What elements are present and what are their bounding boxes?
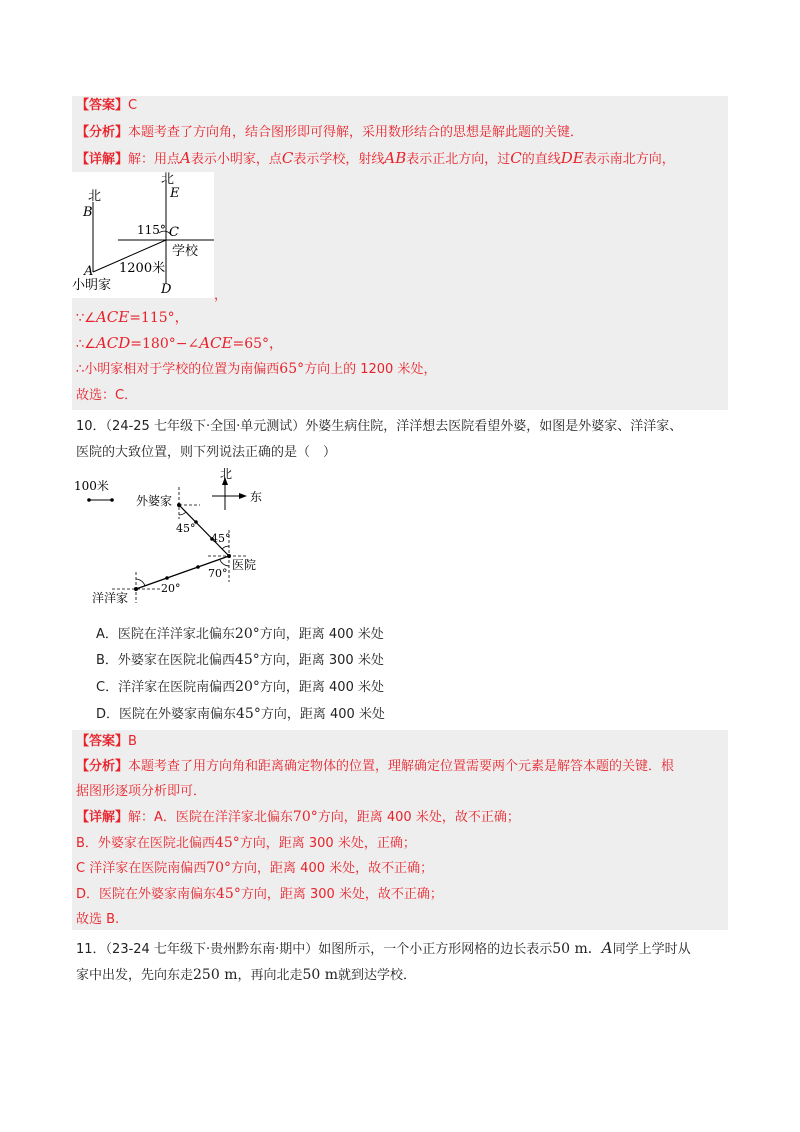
q9-distance-label: 1200米 [119,261,166,276]
q11-stem-line-2: 家中出发，先向东走250 m，再向北走50 m就到达学校． [76,967,417,983]
q10-path-dot [196,565,200,569]
q9-label-a: A [84,264,94,279]
q9-label-e: E [170,186,180,201]
q9-diagram [72,172,214,298]
q9-step-1: ∵∠ACE=115°， [76,308,189,326]
q10-north-label: 北 [220,467,233,481]
q10-conclusion: 故选 B. [76,912,120,927]
q10-hospital-point [227,554,231,558]
q10-grandma-label: 外婆家 [136,494,173,508]
q10-detail-c: C 洋洋家在医院南偏西70°方向，距离 400 米处，故不正确； [76,860,434,876]
q10-diagram [72,465,272,615]
q10-east-arrow-icon [239,493,247,499]
q10-stem-line-2: 医院的大致位置，则下列说法正确的是（ ） [76,445,337,460]
q10-option-b[interactable]: B．外婆家在医院北偏西45°方向，距离 300 米处 [96,652,384,668]
q10-angle-70: 70° [208,567,228,580]
q10-option-c[interactable]: C．洋洋家在医院南偏西20°方向，距离 400 米处 [96,679,384,695]
q9-diagram-comma: ， [214,288,228,303]
q10-angle-45-2: 45° [211,532,231,545]
q9-detail: 【详解】解：用点A表示小明家，点C表示学校，射线AB表示正北方向，过C的直线DE表示南北方向， [76,149,675,167]
q10-option-a[interactable]: A．医院在洋洋家北偏东20°方向，距离 400 米处 [96,626,384,642]
q10-analysis-line-1: 【分析】本题考查了用方向角和距离确定物体的位置，理解确定位置需要两个元素是解答本题的关键．根 [76,759,675,774]
q10-grandma-point [177,503,181,507]
q11-stem-line-1: 11．（23-24 七年级下·贵州黔东南·期中）如图所示，一个小正方形网格的边长表示50 m．A同学上学时从 [76,939,691,957]
q10-yangyang-label: 洋洋家 [92,591,129,605]
q10-answer: 【答案】B [76,734,137,749]
q9-label-d: D [161,282,172,297]
q10-angle-20: 20° [161,582,181,595]
q10-detail-d: D．医院在外婆家南偏东45°方向，距离 300 米处，故不正确； [76,886,443,902]
q9-north-label-1: 北 [88,189,102,204]
q10-detail-a: 【详解】解：A．医院在洋洋家北偏东70°方向，距离 400 米处，故不正确； [76,809,520,825]
q10-angle-arc-hospital-n [222,546,229,549]
q9-label-b: B [83,205,93,220]
q10-angle-45-1: 45° [176,522,196,535]
q9-label-c: C [169,225,179,240]
q9-north-label-2: 北 [161,172,175,187]
q9-answer: 【答案】C [76,98,138,113]
q10-detail-b: B．外婆家在医院北偏西45°方向，距离 300 米处，正确； [76,835,416,851]
q9-home-label: 小明家 [72,278,112,293]
q9-step-2: ∴∠ACD=180°−∠ACE=65°， [76,334,284,352]
q9-step-3: ∴小明家相对于学校的位置为南偏西65°方向上的 1200 米处， [76,361,437,377]
q10-angle-arc-yy [136,579,145,586]
q10-scale-label: 100米 [74,479,109,493]
q10-path-dot [165,576,169,580]
q10-analysis-line-2: 据图形逐项分析即可． [76,784,207,799]
q10-option-d[interactable]: D．医院在外婆家南偏东45°方向，距离 400 米处 [96,706,385,722]
q9-angle-label: 115° [137,223,166,237]
q9-analysis: 【分析】本题考查了方向角，结合图形即可得解，采用数形结合的思想是解此题的关键． [76,125,584,140]
q10-hospital-label: 医院 [232,558,257,572]
q10-scale-dot-right [110,498,114,502]
q9-school-label: 学校 [172,244,199,259]
q10-angle-arc-grandma [179,512,186,515]
q10-scale-dot-left [87,498,91,502]
q10-yangyang-point [134,587,138,591]
q10-angle-arc-hospital-s [220,560,229,566]
q9-conclusion: 故选：C． [76,388,138,403]
q10-stem-line-1: 10．（24-25 七年级下·全国·单元测试）外婆生病住院，洋洋想去医院看望外婆，如图是外婆家、洋洋家、 [76,419,683,434]
q10-east-label: 东 [250,490,263,504]
